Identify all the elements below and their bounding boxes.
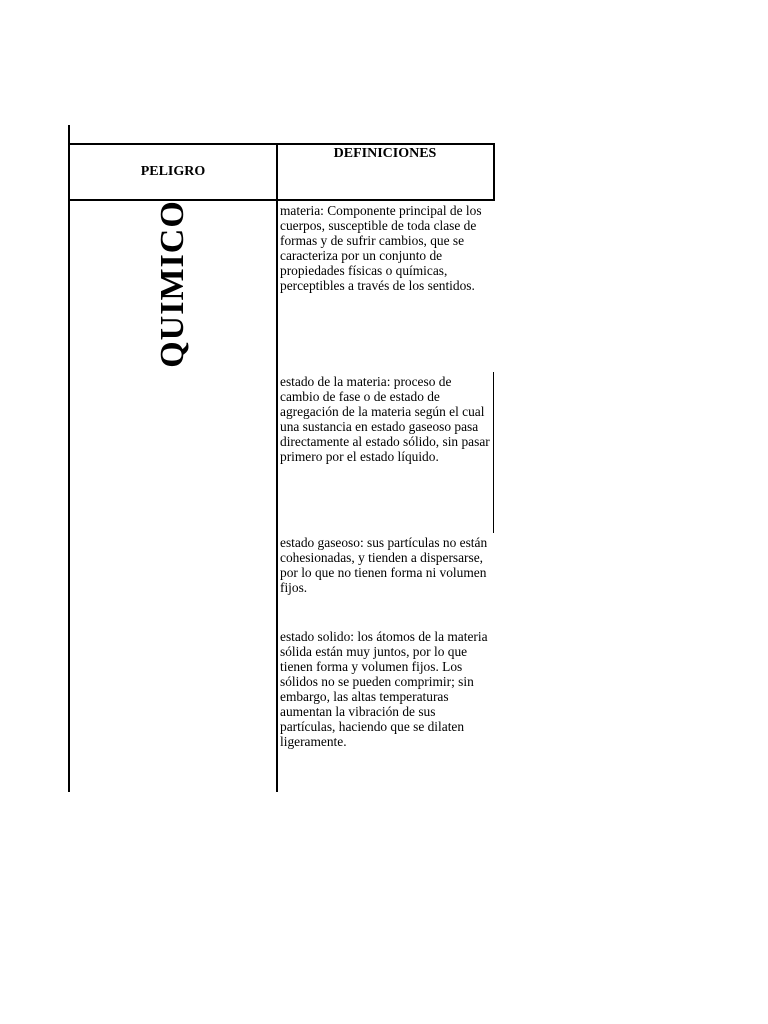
definition-estado-gaseoso: estado gaseoso: sus partículas no están cohesionadas, y tienden a dispersarse, por lo que no tienen forma ni volumen fijos. bbox=[280, 535, 488, 595]
definitions-column-header: DEFINICIONES bbox=[333, 146, 437, 161]
hazard-column-header: PELIGRO bbox=[140, 164, 206, 179]
header-top-border bbox=[68, 143, 495, 145]
definition-estado-solido: estado solido: los átomos de la materia sólida están muy juntos, por lo que tienen forma y volumen fijos. Los sólidos no se pueden comprimir; sin embargo, las altas temperaturas aumentan la vibración de sus partículas, haciendo que se dilaten ligeramente. bbox=[280, 629, 488, 749]
hazard-type-label: QUIMICO bbox=[154, 200, 191, 368]
column-divider bbox=[276, 143, 278, 792]
definition-estado-de-la-materia: estado de la materia: proceso de cambio de fase o de estado de agregación de la materia según el cual una sustancia en estado gaseoso pasa directamente al estado sólido, sin pasar primero por el estado líquido. bbox=[280, 374, 490, 464]
outer-left-border bbox=[68, 125, 70, 792]
header-right-border bbox=[493, 143, 495, 201]
header-bottom-border bbox=[68, 199, 495, 201]
definition-materia: materia: Componente principal de los cuerpos, susceptible de toda clase de formas y de sufrir cambios, que se caracteriza por un conjunto de propiedades físicas o químicas, perceptibles a través de los sentidos. bbox=[280, 203, 482, 293]
